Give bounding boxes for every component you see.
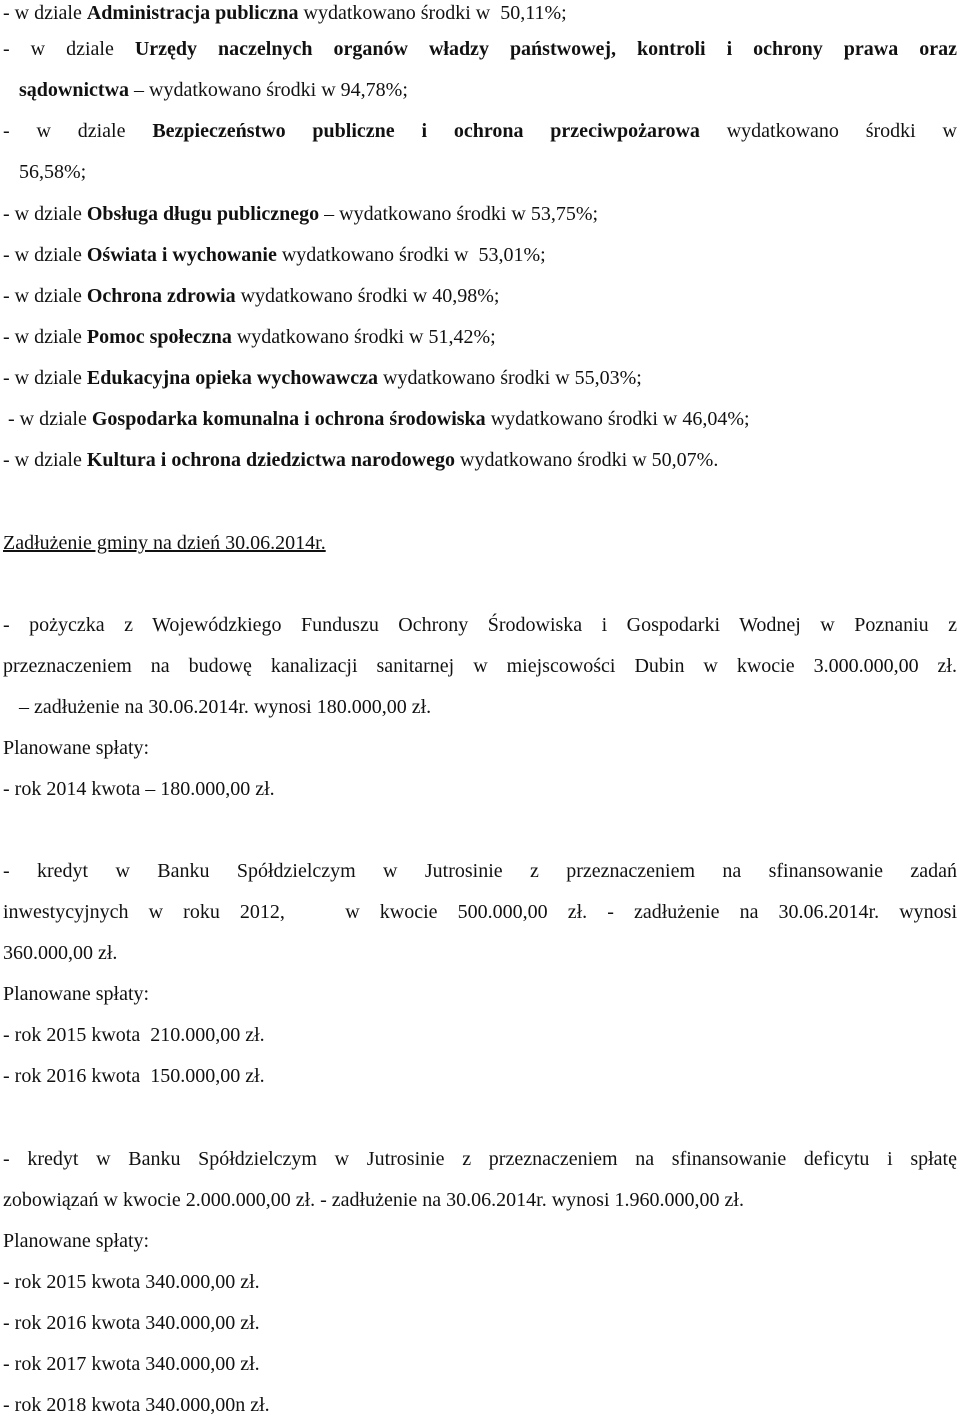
- line-prefix: - w dziale: [3, 326, 87, 348]
- debt-text-line: – zadłużenie na 30.06.2014r. wynosi 180.000,00 zł.: [19, 696, 432, 718]
- repayment-item: - rok 2015 kwota 340.000,00 zł.: [3, 1271, 260, 1293]
- division-line: [3, 447, 957, 473]
- line-prefix: - w dziale: [3, 449, 87, 471]
- division-line: [19, 159, 957, 185]
- line-suffix: – wydatkowano środki w 94,78%;: [129, 79, 408, 101]
- line-prefix: - w dziale: [3, 285, 87, 307]
- division-name: Pomoc społeczna: [86, 326, 232, 348]
- repayments-label: Planowane spłaty:: [3, 737, 150, 759]
- division-name: Kultura i ochrona dziedzictwa narodowego: [86, 449, 456, 471]
- line-prefix: - w dziale: [3, 120, 153, 142]
- line-prefix: - w dziale: [3, 367, 87, 389]
- repayment-item: - rok 2014 kwota – 180.000,00 zł.: [3, 778, 275, 800]
- division-line: [3, 118, 957, 144]
- debt-text-line: inwestycyjnych w roku 2012, w kwocie 500.000,00 zł. - zadłużenie na 30.06.2014r. wynosi: [3, 901, 957, 923]
- division-name: Edukacyjna opieka wychowawcza: [86, 367, 378, 389]
- line-suffix: – wydatkowano środki w 53,75%;: [319, 203, 599, 225]
- division-line: [19, 77, 957, 103]
- line-suffix: wydatkowano środki w 50,11%;: [298, 2, 567, 24]
- division-name: Gospodarka komunalna i ochrona środowiska: [91, 408, 486, 430]
- debt-text-line: 360.000,00 zł.: [3, 942, 118, 964]
- repayment-item: - rok 2015 kwota 210.000,00 zł.: [3, 1024, 265, 1046]
- line-suffix: wydatkowano środki w: [699, 120, 958, 142]
- division-line: [3, 36, 957, 62]
- division-line: [3, 324, 957, 350]
- division-line: [3, 365, 957, 391]
- repayments-label: Planowane spłaty:: [3, 1230, 150, 1252]
- line-prefix: - w dziale: [3, 38, 135, 60]
- line-prefix: - w dziale: [3, 408, 92, 430]
- line-suffix: wydatkowano środki w 53,01%;: [276, 244, 546, 266]
- debt-text-line: - kredyt w Banku Spółdzielczym w Jutrosinie z przeznaczeniem na sfinansowanie deficytu i spłatę: [3, 1148, 957, 1170]
- repayment-item: - rok 2017 kwota 340.000,00 zł.: [3, 1353, 260, 1375]
- debt-text-line: - kredyt w Banku Spółdzielczym w Jutrosinie z przeznaczeniem na sfinansowanie zadań: [3, 860, 957, 882]
- line-prefix: - w dziale: [3, 2, 87, 24]
- division-name: Ochrona zdrowia: [86, 285, 236, 307]
- line-suffix: wydatkowano środki w 46,04%;: [485, 408, 750, 430]
- repayment-item: - rok 2018 kwota 340.000,00n zł.: [3, 1394, 270, 1416]
- line-prefix: - w dziale: [3, 203, 87, 225]
- debt-text-line: - pożyczka z Wojewódzkiego Funduszu Ochrony Środowiska i Gospodarki Wodnej w Poznaniu z: [3, 614, 957, 636]
- division-name: Obsługa długu publicznego: [86, 203, 320, 225]
- repayment-item: - rok 2016 kwota 340.000,00 zł.: [3, 1312, 260, 1334]
- division-name: Bezpieczeństwo publiczne i ochrona przeciwpożarowa: [152, 120, 700, 142]
- division-line: [3, 201, 957, 227]
- division-line: [3, 242, 957, 268]
- division-name: Oświata i wychowanie: [86, 244, 277, 266]
- debt-heading: Zadłużenie gminy na dzień 30.06.2014r.: [3, 532, 326, 554]
- division-name: sądownictwa: [19, 79, 130, 101]
- division-name: Urzędy naczelnych organów władzy państwowej, kontroli i ochrony prawa oraz: [134, 38, 957, 60]
- line-prefix: - w dziale: [3, 244, 87, 266]
- debt-text-line: przeznaczeniem na budowę kanalizacji sanitarnej w miejscowości Dubin w kwocie 3.000.000,00 zł.: [3, 655, 957, 677]
- line-suffix: wydatkowano środki w 50,07%.: [455, 449, 719, 471]
- line-prefix: 56,58%;: [19, 161, 87, 183]
- repayment-item: - rok 2016 kwota 150.000,00 zł.: [3, 1065, 265, 1087]
- division-line: [3, 406, 957, 432]
- division-line: [3, 0, 957, 26]
- repayments-label: Planowane spłaty:: [3, 983, 150, 1005]
- line-suffix: wydatkowano środki w 51,42%;: [231, 326, 496, 348]
- line-suffix: wydatkowano środki w 40,98%;: [235, 285, 500, 307]
- division-line: [3, 283, 957, 309]
- line-suffix: wydatkowano środki w 55,03%;: [378, 367, 642, 389]
- debt-text-line: zobowiązań w kwocie 2.000.000,00 zł. - zadłużenie na 30.06.2014r. wynosi 1.960.000,00 zł.: [3, 1189, 744, 1211]
- division-name: Administracja publiczna: [86, 2, 299, 24]
